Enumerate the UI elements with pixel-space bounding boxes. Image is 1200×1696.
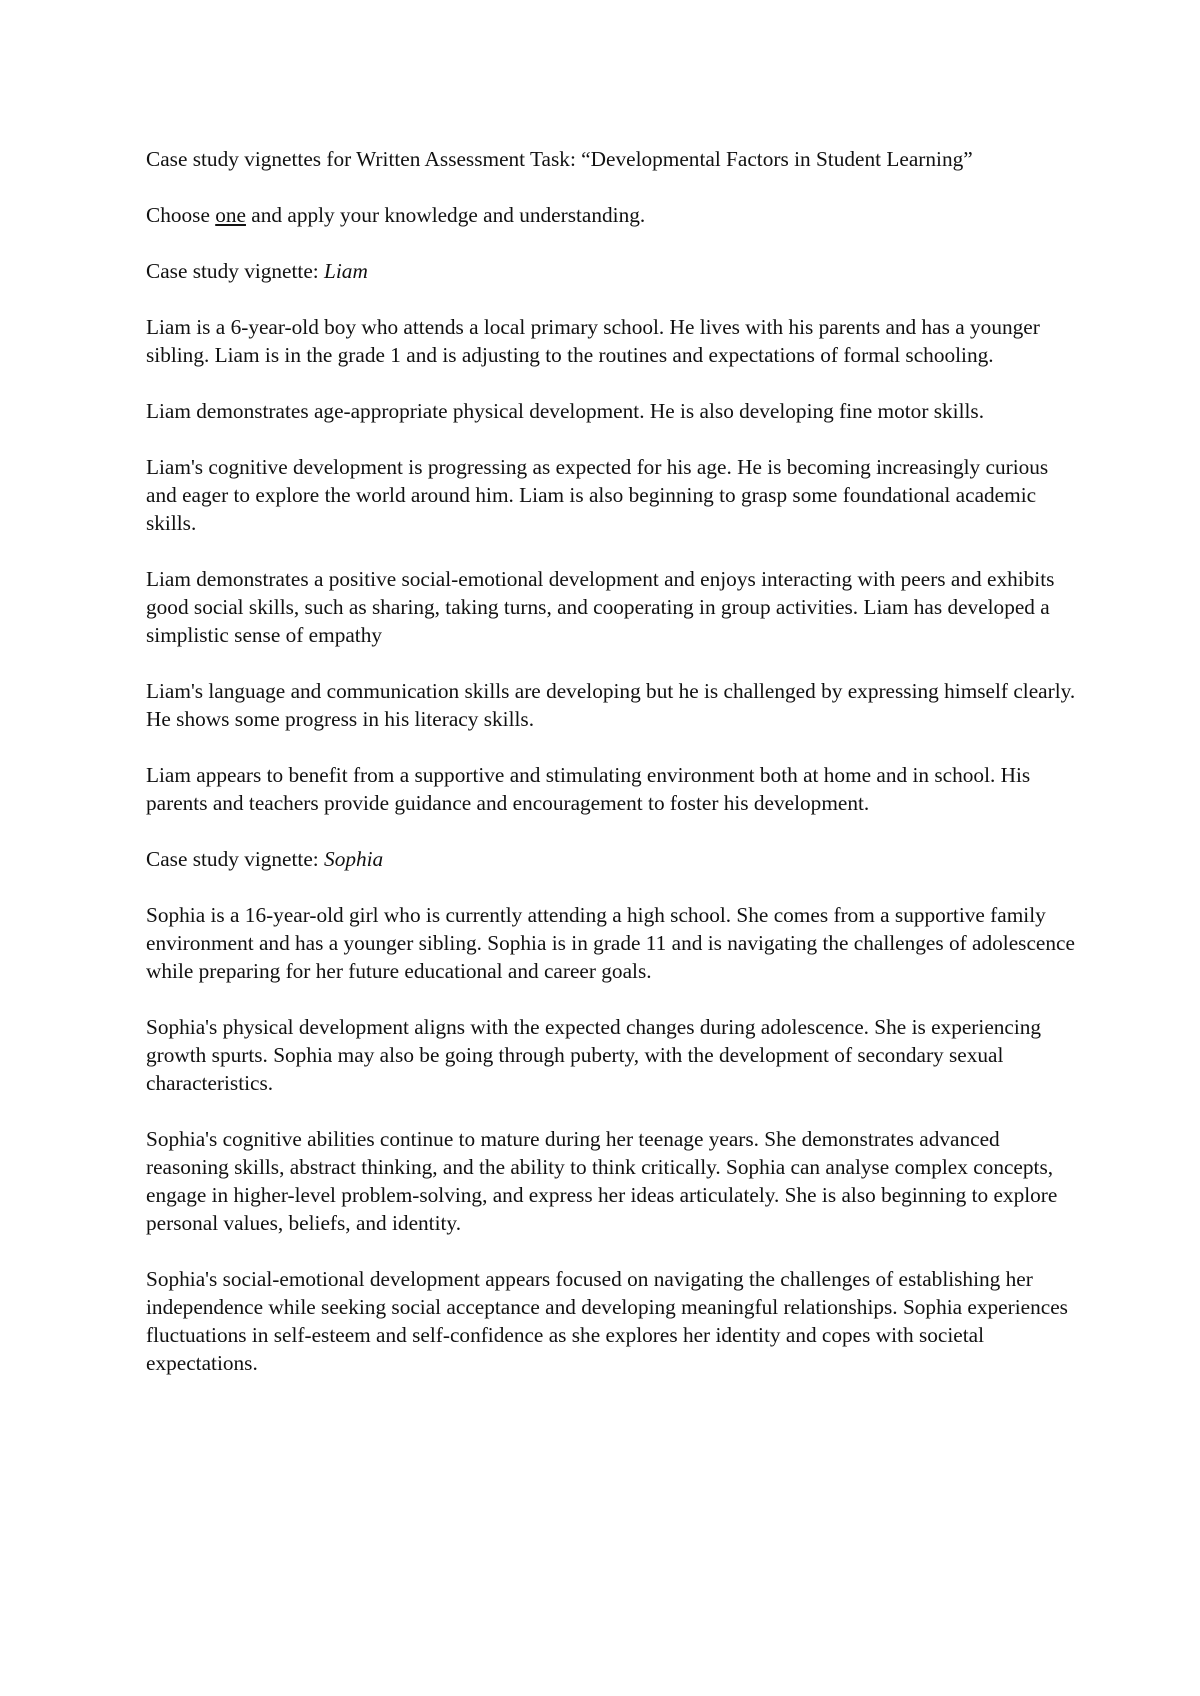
heading-name: Liam xyxy=(324,259,368,283)
document-page xyxy=(146,145,1076,1405)
document-title: Case study vignettes for Written Assessment Task: “Developmental Factors in Student Learning” xyxy=(146,147,973,171)
instruction-line xyxy=(146,201,1076,229)
liam-paragraph-3: Liam's cognitive development is progressing as expected for his age. He is becoming increasingly curious and eager to explore the world around him. Liam is also beginning to grasp some foundational academic skills. xyxy=(146,455,1049,535)
liam-paragraph-1: Liam is a 6-year-old boy who attends a local primary school. He lives with his parents and has a younger sibling. Liam is in the grade 1 and is adjusting to the routines and expectations of formal schooling. xyxy=(146,315,1040,367)
sophia-paragraph-1: Sophia is a 16-year-old girl who is currently attending a high school. She comes from a supportive family environment and has a younger sibling. Sophia is in grade 11 and is navigating the challenges of adolescence while preparing for her future educational and career goals. xyxy=(146,903,1075,983)
instruction-before: Choose xyxy=(146,203,216,227)
instruction-after: and apply your knowledge and understanding. xyxy=(245,203,646,227)
liam-paragraph-5: Liam's language and communication skills are developing but he is challenged by expressing himself clearly. He shows some progress in his literacy skills. xyxy=(146,679,1076,731)
liam-paragraph-2: Liam demonstrates age-appropriate physical development. He is also developing fine motor skills. xyxy=(146,399,985,423)
vignette-heading-liam xyxy=(146,257,1076,285)
sophia-paragraph-2: Sophia's physical development aligns with the expected changes during adolescence. She is experiencing growth spurts. Sophia may also be going through puberty, with the development of secondary sexual characteristics. xyxy=(146,1015,1042,1095)
heading-prefix: Case study vignette: xyxy=(146,847,325,871)
instruction-emphasis: one xyxy=(215,203,246,227)
heading-prefix: Case study vignette: xyxy=(146,259,325,283)
liam-paragraph-4: Liam demonstrates a positive social-emotional development and enjoys interacting with peers and exhibits good social skills, such as sharing, taking turns, and cooperating in group activities. Liam has developed a simplistic sense of empathy xyxy=(146,567,1055,647)
liam-paragraph-6: Liam appears to benefit from a supportive and stimulating environment both at home and in school. His parents and teachers provide guidance and encouragement to foster his development. xyxy=(146,763,1031,815)
vignette-heading-sophia xyxy=(146,845,1076,873)
heading-name: Sophia xyxy=(324,847,384,871)
sophia-paragraph-3: Sophia's cognitive abilities continue to mature during her teenage years. She demonstrates advanced reasoning skills, abstract thinking, and the ability to think critically. Sophia can analyse complex concepts, engage in higher-level problem-solving, and express her ideas articulately. She is also beginning to explore personal values, beliefs, and identity. xyxy=(146,1127,1058,1235)
sophia-paragraph-4: Sophia's social-emotional development appears focused on navigating the challenges of establishing her independence while seeking social acceptance and developing meaningful relationships. Sophia experiences fluctuations in self-esteem and self-confidence as she explores her identity and copes with societal expectations. xyxy=(146,1267,1068,1375)
